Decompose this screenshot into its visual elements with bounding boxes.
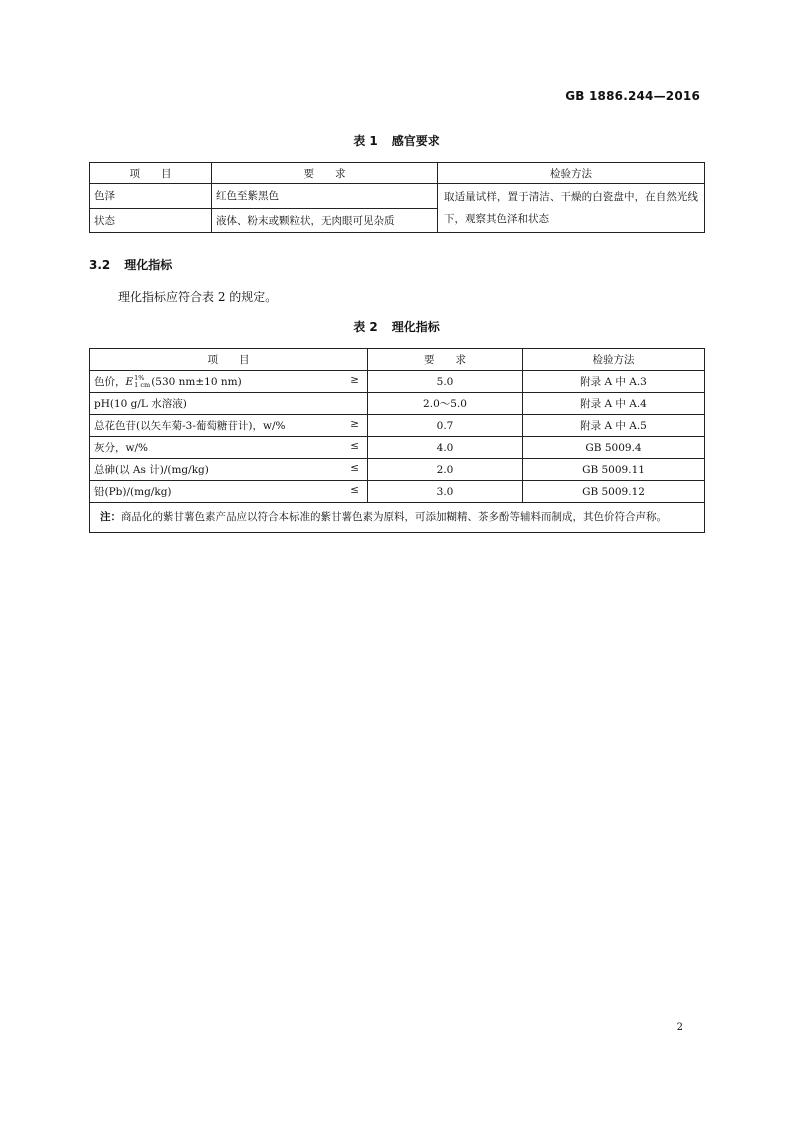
method-cell: 取适量试样，置于清洁、干燥的白瓷盘中，在自然光线下，观察其色泽和状态 xyxy=(438,184,705,233)
standard-code: GB 1886.244—2016 xyxy=(565,89,700,103)
column-header-requirement: 要 求 xyxy=(212,163,438,184)
item-cell xyxy=(90,371,368,393)
table1-caption-title: 感官要求 xyxy=(391,134,440,148)
table1-caption xyxy=(0,132,793,149)
item-cell: 色泽 xyxy=(90,184,212,209)
note-text: 商品化的紫甘薯色素产品应以符合本标准的紫甘薯色素为原料，可添加糊精、茶多酚等辅料而制成，其色价符合声称。 xyxy=(121,511,667,523)
item-label: 灰分，w/% xyxy=(94,442,149,454)
column-header-item: 项 目 xyxy=(90,163,212,184)
table2-caption-title: 理化指标 xyxy=(391,320,440,334)
table-note xyxy=(90,503,705,533)
item-label: 总砷(以 As 计)/(mg/kg) xyxy=(94,464,209,476)
column-header-requirement: 要 求 xyxy=(368,349,523,371)
column-header-method: 检验方法 xyxy=(438,163,705,184)
requirement-cell: 5.0 xyxy=(368,371,523,393)
absorbance-superscript: 1% xyxy=(134,374,145,382)
requirement-cell: 红色至紫黑色 xyxy=(212,184,438,209)
item-suffix: (530 nm±10 nm) xyxy=(151,376,242,388)
comparison-symbol: ≤ xyxy=(350,440,359,452)
table-note-row xyxy=(90,503,705,533)
absorbance-subscript: 1 cm xyxy=(134,381,151,389)
item-cell: 状态 xyxy=(90,208,212,233)
page-number: 2 xyxy=(676,1022,683,1033)
method-cell: GB 5009.12 xyxy=(523,481,705,503)
item-cell xyxy=(90,437,368,459)
method-cell: 附录 A 中 A.4 xyxy=(523,393,705,415)
item-cell xyxy=(90,459,368,481)
item-prefix: 色价， xyxy=(94,376,126,388)
table-row xyxy=(90,481,705,503)
table-row xyxy=(90,371,705,393)
method-cell: GB 5009.11 xyxy=(523,459,705,481)
requirement-cell: 4.0 xyxy=(368,437,523,459)
section-number: 3.2 xyxy=(89,258,111,272)
item-cell xyxy=(90,393,368,415)
note-label: 注： xyxy=(100,511,121,523)
item-label: pH(10 g/L 水溶液) xyxy=(94,398,187,410)
comparison-symbol: ≤ xyxy=(350,462,359,474)
item-label: 总花色苷(以矢车菊-3-葡萄糖苷计)，w/% xyxy=(94,420,286,432)
table-row xyxy=(90,393,705,415)
item-cell xyxy=(90,415,368,437)
table-row xyxy=(90,459,705,481)
sensory-requirements-table xyxy=(89,162,705,233)
table-row xyxy=(90,184,705,209)
comparison-symbol: ≥ xyxy=(350,374,359,386)
requirement-cell: 2.0 xyxy=(368,459,523,481)
method-cell: 附录 A 中 A.5 xyxy=(523,415,705,437)
section-title: 理化指标 xyxy=(124,258,173,272)
physicochemical-table xyxy=(89,348,705,533)
comparison-symbol: ≥ xyxy=(350,418,359,430)
table-row xyxy=(90,437,705,459)
table2-caption-number: 表 2 xyxy=(353,320,378,334)
table-header-row xyxy=(90,163,705,184)
method-cell: 附录 A 中 A.3 xyxy=(523,371,705,393)
table1-caption-number: 表 1 xyxy=(353,134,378,148)
requirement-cell: 3.0 xyxy=(368,481,523,503)
requirement-cell: 0.7 xyxy=(368,415,523,437)
section-heading xyxy=(89,256,172,273)
absorbance-indices xyxy=(134,375,150,389)
requirement-cell: 液体、粉末或颗粒状，无肉眼可见杂质 xyxy=(212,208,438,233)
section-paragraph: 理化指标应符合表 2 的规定。 xyxy=(118,290,278,304)
method-cell: GB 5009.4 xyxy=(523,437,705,459)
table-header-row xyxy=(90,349,705,371)
table-row xyxy=(90,415,705,437)
absorbance-symbol: E xyxy=(125,376,134,388)
item-cell xyxy=(90,481,368,503)
comparison-symbol: ≤ xyxy=(350,484,359,496)
table2-caption xyxy=(0,318,793,335)
column-header-item: 项 目 xyxy=(90,349,368,371)
column-header-method: 检验方法 xyxy=(523,349,705,371)
item-label: 铅(Pb)/(mg/kg) xyxy=(94,486,172,498)
requirement-cell: 2.0～5.0 xyxy=(368,393,523,415)
